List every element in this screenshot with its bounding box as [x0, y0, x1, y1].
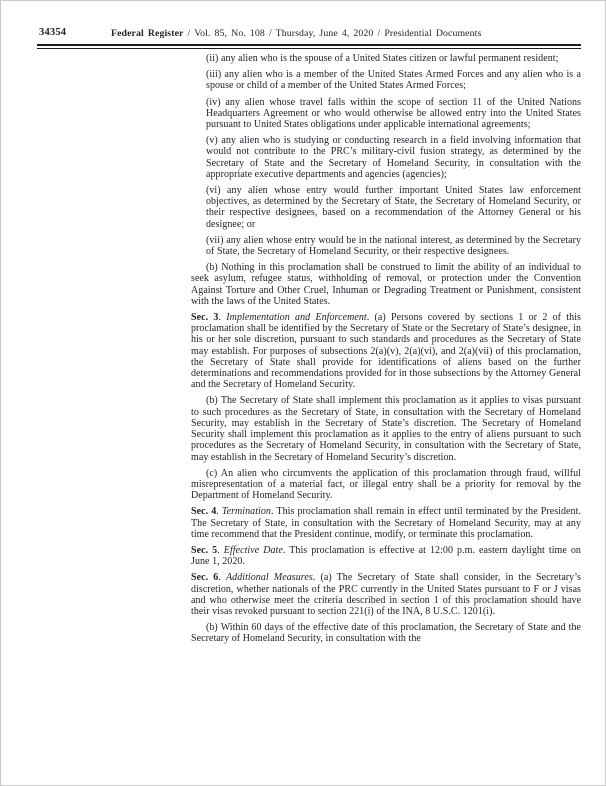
text-run: (ii) any alien who is the spouse of a United States citizen or lawful permanent resident; — [206, 53, 559, 64]
page-number: 34354 — [39, 27, 67, 38]
text-run: (iv) any alien whose travel falls within the scope of section 11 of the United Nations Headquarters Agreement or who would otherwise be allowed entry into the United States pursuant to United States obligations under applicable international agreements; — [206, 96, 581, 131]
text-run: . — [216, 506, 222, 518]
header-title-details: / Vol. 85, No. 108 / Thursday, June 4, 2020 / Presidential Documents — [183, 27, 482, 39]
section-paragraph — [191, 506, 581, 540]
text-run: . (a) Persons covered by sections 1 or 2 of this proclamation shall be identified by the Secretary of State or the Secretary of State’s designee, in his or her sole discretion, pursuant to such standards and procedures as the Secretary of State may establish. For purposes of subsections 2(a)(v), 2(a)(vi), and 2(a)(vii) of this proclamation, the Secretary of State shall provide for identifications of aliens based on the further determinations and recommendations provided for in those subsections by the Attorney General and the Secretary of Homeland Security. — [191, 312, 581, 391]
text-run: . — [218, 312, 227, 324]
paragraph — [206, 185, 581, 230]
text-run: . This proclamation shall remain in effect until terminated by the President. The Secretary of State, in consultation with the Secretary of Homeland Security, may at any time recommend that the President continue, modify, or terminate this proclamation. — [191, 506, 581, 540]
section-title: Termination — [221, 506, 271, 518]
section-paragraph — [191, 545, 581, 567]
paragraph — [206, 135, 581, 180]
section-title: Additional Measures — [226, 572, 313, 584]
text-run: (vii) any alien whose entry would be in the national interest, as determined by the Secretary of State, the Secretary of Homeland Security, or their respective designees. — [206, 234, 581, 258]
text-run: . — [218, 572, 227, 584]
text-run: (b) Within 60 days of the effective date of this proclamation, the Secretary of State and the Secretary of Homeland Security, in consultation with the — [191, 622, 581, 645]
section-title: Implementation and Enforcement — [226, 312, 367, 324]
paragraph — [206, 69, 581, 91]
text-run: . This proclamation is effective at 12:00 p.m. eastern daylight time on June 1, 2020. — [191, 544, 581, 568]
paragraph — [191, 622, 581, 644]
header-title-journal: Federal Register — [111, 27, 184, 39]
section-label: Sec. 6 — [191, 572, 219, 584]
section-title: Effective Date — [223, 544, 283, 556]
text-run: (vi) any alien whose entry would further important United States law enforcement objectives, as determined by the Secretary of State, the Secretary of Homeland Security, or their respective designees, based on a recommendation of the Attorney General or his designee; or — [206, 185, 581, 230]
section-label: Sec. 4 — [191, 506, 217, 518]
paragraph — [206, 235, 581, 257]
header-divider-rule — [37, 44, 581, 49]
paragraph — [191, 468, 581, 502]
header-title — [111, 28, 481, 39]
text-run: (b) The Secretary of State shall implement this proclamation as it applies to visas pursuant to such procedures as the Secretary of State, in consultation with the Secretary of Homeland Security, may establish in the Secretary of State’s discretion. The Secretary of Homeland Security shall implement this proclamation as it applies to the entry of aliens pursuant to such procedures as the Secretary of Homeland Security, in consultation with the Secretary of State, may establish in the Secretary of Homeland Security’s discretion. — [191, 395, 581, 463]
paragraph — [206, 97, 581, 131]
page-header — [1, 27, 605, 41]
text-run: . — [217, 544, 224, 556]
text-run: (iii) any alien who is a member of the United States Armed Forces and any alien who is a spouse or child of a member of the United States Armed Forces; — [206, 69, 581, 92]
section-paragraph — [191, 572, 581, 617]
paragraph — [191, 395, 581, 462]
paragraph — [206, 53, 581, 64]
section-label: Sec. 3 — [191, 312, 219, 324]
paragraph — [191, 262, 581, 307]
text-run: (v) any alien who is studying or conducting research in a field involving information that would not contribute to the PRC’s military-civil fusion strategy, as determined by the Secretary of State and the Secretary of Homeland Security, in consultation with the appropriate executive departments and agencies (agencies); — [206, 135, 581, 180]
text-run: (b) Nothing in this proclamation shall be construed to limit the ability of an individual to seek asylum, refugee status, withholding of removal, or protection under the Convention Against Torture and Other Cruel, Inhuman or Degrading Treatment or Punishment, consistent with the laws of the United States. — [191, 262, 581, 307]
text-run: . (a) The Secretary of State shall consider, in the Secretary’s discretion, whether nationals of the PRC currently in the United States pursuant to F or J visas and who otherwise meet the criteria described in section 1 of this proclamation should have their visas revoked pursuant to section 221(i) of the INA, 8 U.S.C. 1201(i). — [191, 572, 582, 617]
text-run: (c) An alien who circumvents the application of this proclamation through fraud, willful misrepresentation of a material fact, or illegal entry shall be a priority for removal by the Department of Homeland Security. — [191, 467, 581, 502]
section-label: Sec. 5 — [191, 544, 218, 556]
document-body — [191, 53, 581, 650]
section-paragraph — [191, 312, 581, 390]
